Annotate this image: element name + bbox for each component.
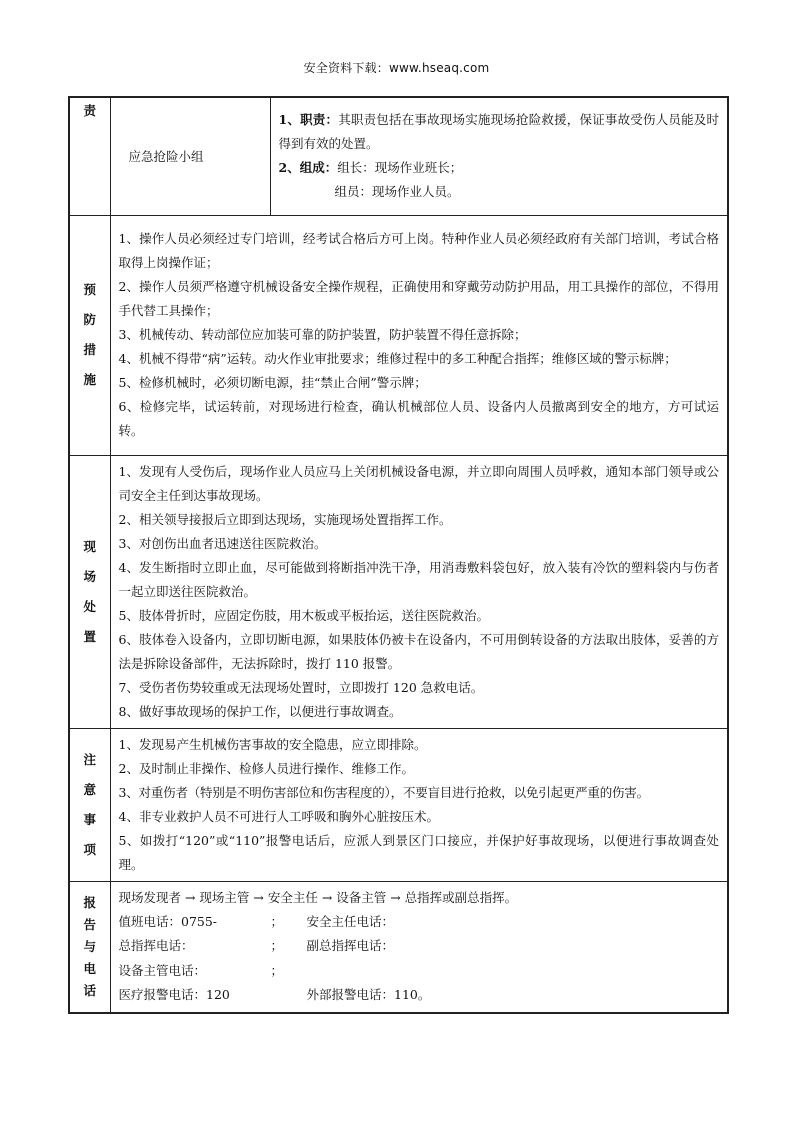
- onsite-item: 3、对创伤出血者迅速送往医院救治。: [118, 535, 327, 551]
- vice-phone: 副总指挥电话：: [306, 938, 395, 953]
- notes-item: 4、非专业救护人员不可进行人工呼吸和胸外心脏按压术。: [118, 808, 439, 824]
- report-row: [69, 881, 728, 1013]
- notes-item: 3、对重伤者（特别是不明伤害部位和伤害程度的），不要盲目进行抢救，以免引起更严重的伤害。: [118, 784, 649, 800]
- onsite-label-char: 处: [83, 598, 96, 614]
- notes-row: [69, 728, 728, 881]
- onsite-item: 4、发生断指时立即止血，尽可能做到将断指冲洗干净，用消毒敷料袋包好，放入装有冷饮的塑料袋内与伤者一起立即送往医院救治。: [118, 559, 719, 599]
- onsite-row: [69, 455, 728, 728]
- report-label-char: 与: [83, 938, 96, 954]
- notes-item: 1、发现易产生机械伤害事故的安全隐患，应立即排除。: [118, 736, 427, 752]
- prevention-item: 5、检修机械时，必须切断电源，挂“禁止合闸”警示牌；: [118, 375, 427, 390]
- separator: ；: [270, 962, 284, 978]
- duty-label: 1、职责：: [278, 112, 339, 128]
- report-label: [69, 881, 110, 1013]
- prevention-item: 3、机械传动、转动部位应加装可靠的防护装置，防护装置不得任意拆除；: [118, 327, 527, 342]
- notes-label-char: 注: [83, 751, 96, 767]
- prevention-item: 1、操作人员必须经过专门培训，经考试合格后方可上岗。特种作业人员必须经政府有关部门培训，考试合格取得上岗操作证；: [118, 231, 719, 270]
- phone-row: [119, 983, 720, 1008]
- prevention-item: 4、机械不得带“病”运转。动火作业审批要求；维修过程中的多工种配合指挥；维修区域的警示标牌；: [118, 351, 677, 366]
- report-content: [110, 881, 728, 1013]
- onsite-label-char: 场: [83, 568, 96, 584]
- prevention-content: [110, 215, 728, 455]
- duty-line: [279, 108, 720, 156]
- onsite-label: [69, 455, 110, 728]
- team-details: [270, 97, 728, 215]
- report-label-char: 话: [83, 982, 96, 998]
- composition-line: [279, 156, 720, 180]
- phone-row: [119, 910, 720, 935]
- notes-label-char: 项: [83, 841, 96, 857]
- duty-phone: 值班电话：0755-: [118, 913, 218, 929]
- team-name: 应急抢险小组: [110, 97, 270, 215]
- onsite-label-char: 置: [83, 628, 96, 644]
- notes-label: [69, 728, 110, 881]
- prevention-row: [69, 215, 728, 455]
- prevention-label-char: 施: [83, 372, 96, 387]
- safety-phone: 安全主任电话：: [306, 913, 395, 929]
- duty-text: 其职责包括在事故现场实施现场抢险救援，保证事故受伤人员能及时得到有效的处置。: [278, 112, 719, 152]
- emergency-plan-table: [68, 96, 729, 1014]
- onsite-item: 8、做好事故现场的保护工作，以便进行事故调查。: [118, 703, 402, 719]
- prevention-label-char: 预: [83, 282, 96, 297]
- onsite-content: [110, 455, 728, 728]
- responsibility-row: [69, 97, 728, 215]
- composition-label: 2、组成：: [278, 160, 338, 176]
- separator: ；: [270, 938, 284, 953]
- phone-row: [119, 959, 720, 984]
- separator: ；: [270, 913, 284, 929]
- onsite-item: 2、相关领导接报后立即到达现场，实施现场处置指挥工作。: [118, 511, 452, 527]
- notes-item: 5、如拨打“120”或“110”报警电话后，应派人到景区门口接应，并保护好事故现场，以便进行事故调查处理。: [118, 832, 719, 872]
- prevention-label-char: 防: [83, 312, 96, 327]
- report-label-char: 报: [83, 894, 96, 910]
- report-label-char: 告: [83, 916, 96, 932]
- composition-members: 组员：现场作业人员。: [334, 184, 460, 200]
- responsibility-label: 责: [69, 97, 110, 215]
- notes-label-char: 意: [83, 781, 96, 797]
- composition-leader: 组长：现场作业班长；: [337, 160, 463, 176]
- prevention-item: 6、检修完毕，试运转前，对现场进行检查，确认机械部位人员、设备内人员撤离到安全的地方，方可试运转。: [118, 399, 719, 438]
- onsite-item: 6、肢体卷入设备内，立即切断电源，如果肢体仍被卡在设备内，不可用倒转设备的方法取出肢体，妥善的方法是拆除设备部件，无法拆除时，拨打 110 报警。: [118, 631, 719, 671]
- page-header: 安全资料下载：www.hseaq.com: [303, 61, 490, 75]
- report-flow: 现场发现者 → 现场主管 → 安全主任 → 设备主管 → 总指挥或副总指挥。: [118, 889, 518, 905]
- prevention-label-char: 措: [83, 342, 96, 357]
- phone-row: [119, 934, 720, 959]
- report-label-char: 电: [83, 960, 96, 976]
- external-phone: 外部报警电话：110。: [306, 987, 431, 1002]
- notes-label-char: 事: [83, 811, 96, 827]
- notes-item: 2、及时制止非操作、检修人员进行操作、维修工作。: [118, 760, 414, 776]
- chief-phone: 总指挥电话：: [118, 938, 194, 953]
- onsite-label-char: 现: [83, 538, 96, 554]
- notes-content: [110, 728, 728, 881]
- onsite-item: 5、肢体骨折时，应固定伤肢，用木板或平板抬运，送往医院救治。: [118, 607, 489, 623]
- onsite-item: 7、受伤者伤势较重或无法现场处置时，立即拨打 120 急救电话。: [118, 679, 484, 695]
- prevention-label: [69, 215, 110, 455]
- prevention-item: 2、操作人员须严格遵守机械设备安全操作规程，正确使用和穿戴劳动防护用品，用工具操作的部位，不得用手代替工具操作；: [118, 279, 719, 318]
- medical-phone: 医疗报警电话：120: [118, 987, 230, 1002]
- onsite-item: 1、发现有人受伤后，现场作业人员应马上关闭机械设备电源，并立即向周围人员呼救，通知本部门领导或公司安全主任到达事故现场。: [118, 463, 719, 503]
- equipment-phone: 设备主管电话：: [118, 962, 207, 978]
